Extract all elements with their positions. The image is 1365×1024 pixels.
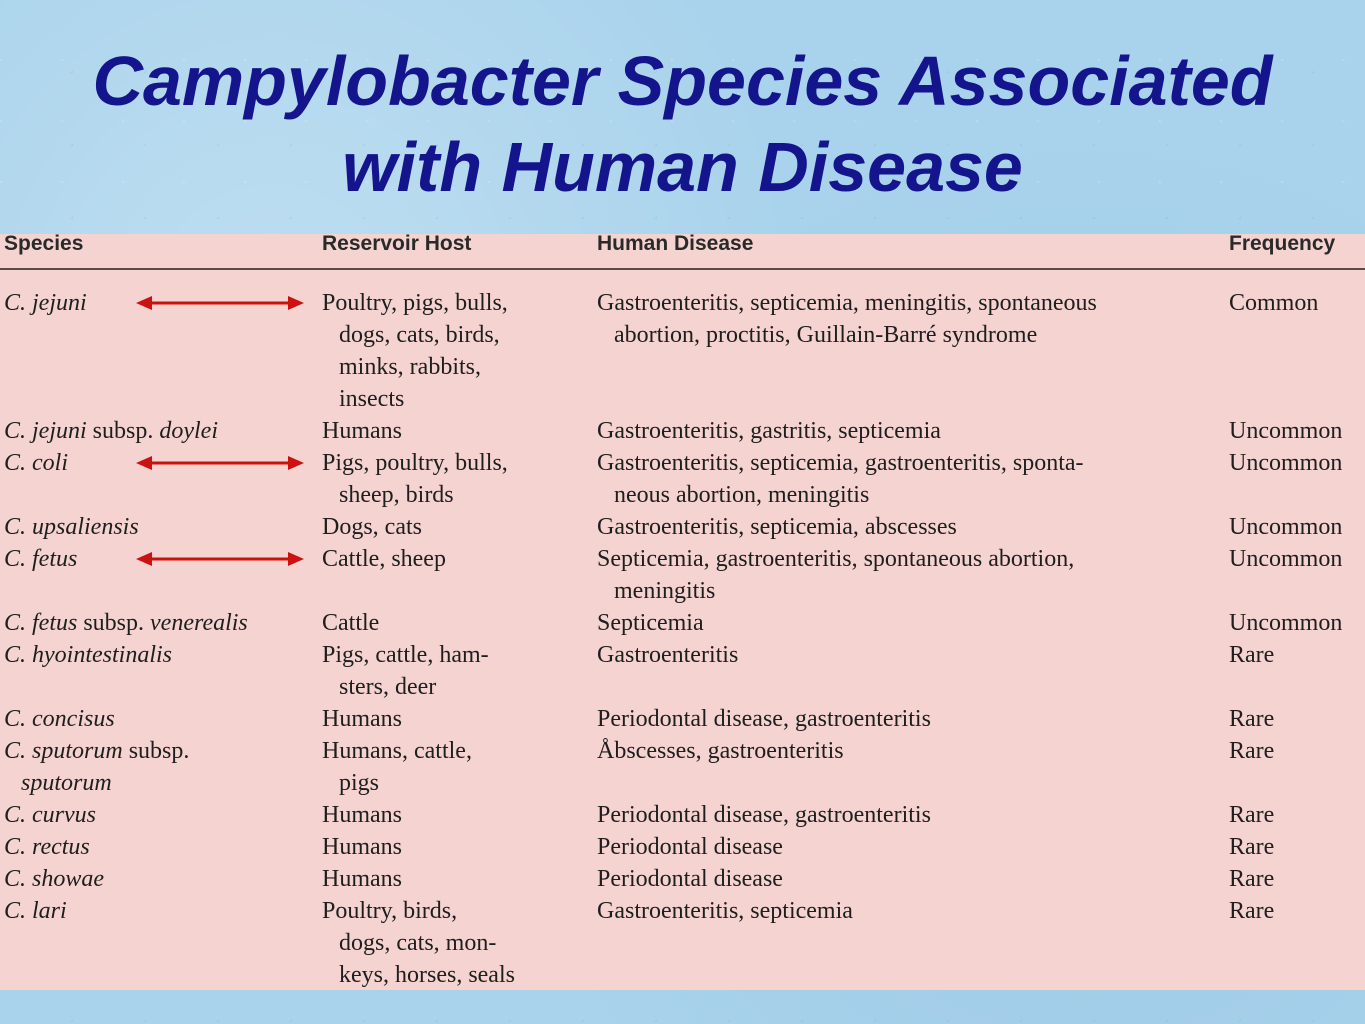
frequency-cell: Rare — [1229, 866, 1275, 892]
species-name: C. showae — [4, 866, 105, 892]
host-line: pigs — [339, 770, 380, 796]
header-species: Species — [4, 232, 84, 255]
human-disease-cell — [597, 863, 1217, 895]
host-line: keys, horses, seals — [339, 962, 515, 988]
double-arrow-icon — [136, 549, 304, 569]
host-line: Poultry, birds, — [322, 898, 458, 924]
host-line: sters, deer — [339, 674, 437, 700]
frequency-cell: Uncommon — [1229, 610, 1343, 636]
reservoir-host-cell — [322, 863, 582, 895]
species-name: C. coli — [4, 450, 68, 476]
host-line: Humans, cattle, — [322, 738, 472, 764]
header-frequency: Frequency — [1229, 232, 1336, 255]
host-line: Humans — [322, 706, 402, 732]
table-row — [0, 735, 1365, 799]
host-line: Cattle — [322, 610, 380, 636]
species-cell — [4, 703, 304, 735]
disease-line: Gastroenteritis, gastritis, septicemia — [597, 418, 941, 444]
frequency-cell: Uncommon — [1229, 450, 1343, 476]
species-name: C. rectus — [4, 834, 90, 860]
disease-line: meningitis — [614, 578, 716, 604]
human-disease-cell — [597, 703, 1217, 735]
disease-line: neous abortion, meningitis — [614, 482, 870, 508]
host-line: Humans — [322, 834, 402, 860]
disease-line: Gastroenteritis, septicemia, abscesses — [597, 514, 957, 540]
species-name: C. sputorum — [4, 738, 123, 764]
host-line: Humans — [322, 866, 402, 892]
host-line: Humans — [322, 802, 402, 828]
species-cell — [4, 799, 304, 831]
table-row — [0, 831, 1365, 863]
table-row — [0, 895, 1365, 991]
table-row — [0, 543, 1365, 607]
reservoir-host-cell — [322, 639, 582, 703]
host-line: insects — [339, 386, 405, 412]
species-name: C. lari — [4, 898, 67, 924]
disease-line: Periodontal disease — [597, 834, 783, 860]
disease-line: Septicemia — [597, 610, 704, 636]
species-qualifier: subsp. — [77, 610, 151, 636]
host-line: dogs, cats, birds, — [339, 322, 500, 348]
disease-line: Periodontal disease, gastroenteritis — [597, 802, 931, 828]
species-qualifier: subsp. — [122, 738, 190, 764]
species-cell — [4, 735, 304, 799]
frequency-cell: Rare — [1229, 898, 1275, 924]
title-line-1: Campylobacter Species Associated — [92, 42, 1273, 120]
frequency-cell: Rare — [1229, 802, 1275, 828]
human-disease-cell — [597, 831, 1217, 863]
disease-line: Åbscesses, gastroenteritis — [597, 738, 844, 764]
disease-line: Gastroenteritis, septicemia, meningitis, spontaneous — [597, 290, 1097, 316]
species-cell — [4, 415, 304, 447]
frequency-cell: Uncommon — [1229, 418, 1343, 444]
reservoir-host-cell — [322, 415, 582, 447]
table-row — [0, 511, 1365, 543]
host-line: dogs, cats, mon- — [339, 930, 497, 956]
human-disease-cell — [597, 639, 1217, 671]
species-name: C. upsaliensis — [4, 514, 139, 540]
species-name: C. hyointestinalis — [4, 642, 172, 668]
species-cell — [4, 895, 304, 927]
species-cell — [4, 607, 304, 639]
double-arrow-icon — [136, 453, 304, 473]
reservoir-host-cell — [322, 447, 582, 511]
species-cell — [4, 831, 304, 863]
disease-line: Gastroenteritis, septicemia, gastroenteritis, sponta- — [597, 450, 1084, 476]
reservoir-host-cell — [322, 703, 582, 735]
species-cell — [4, 511, 304, 543]
reservoir-host-cell — [322, 799, 582, 831]
reservoir-host-cell — [322, 735, 582, 799]
host-line: Humans — [322, 418, 402, 444]
species-name: C. fetus — [4, 610, 78, 636]
species-cell — [4, 863, 304, 895]
slide-title — [0, 38, 1365, 210]
disease-line: Gastroenteritis — [597, 642, 739, 668]
host-line: sheep, birds — [339, 482, 454, 508]
human-disease-cell — [597, 287, 1217, 351]
species-name: C. concisus — [4, 706, 115, 732]
table-row — [0, 799, 1365, 831]
subspecies-name: sputorum — [21, 770, 112, 796]
disease-line: Septicemia, gastroenteritis, spontaneous abortion, — [597, 546, 1075, 572]
frequency-cell: Uncommon — [1229, 514, 1343, 540]
human-disease-cell — [597, 543, 1217, 607]
table-body — [0, 287, 1365, 991]
host-line: Pigs, poultry, bulls, — [322, 450, 508, 476]
frequency-cell: Rare — [1229, 738, 1275, 764]
header-human-disease: Human Disease — [597, 232, 754, 255]
reservoir-host-cell — [322, 831, 582, 863]
table-row — [0, 703, 1365, 735]
header-reservoir-host: Reservoir Host — [322, 232, 472, 255]
host-line: minks, rabbits, — [339, 354, 481, 380]
reservoir-host-cell — [322, 543, 582, 575]
species-name: C. fetus — [4, 546, 78, 572]
human-disease-cell — [597, 415, 1217, 447]
table-row — [0, 639, 1365, 703]
host-line: Cattle, sheep — [322, 546, 446, 572]
reservoir-host-cell — [322, 511, 582, 543]
human-disease-cell — [597, 511, 1217, 543]
table-row — [0, 415, 1365, 447]
table-row — [0, 607, 1365, 639]
species-qualifier: subsp. — [86, 418, 160, 444]
host-line: Pigs, cattle, ham- — [322, 642, 489, 668]
frequency-cell: Rare — [1229, 834, 1275, 860]
human-disease-cell — [597, 735, 1217, 767]
reservoir-host-cell — [322, 895, 582, 991]
table-row — [0, 447, 1365, 511]
disease-line: Periodontal disease, gastroenteritis — [597, 706, 931, 732]
host-line: Dogs, cats — [322, 514, 422, 540]
host-line: Poultry, pigs, bulls, — [322, 290, 508, 316]
species-name: C. curvus — [4, 802, 96, 828]
title-line-2: with Human Disease — [342, 128, 1023, 206]
frequency-cell: Common — [1229, 290, 1319, 316]
human-disease-cell — [597, 895, 1217, 927]
double-arrow-icon — [136, 293, 304, 313]
species-name: C. jejuni — [4, 290, 87, 316]
human-disease-cell — [597, 447, 1217, 511]
disease-line: Periodontal disease — [597, 866, 783, 892]
species-name: C. jejuni — [4, 418, 87, 444]
frequency-cell: Rare — [1229, 642, 1275, 668]
frequency-cell: Uncommon — [1229, 546, 1343, 572]
reservoir-host-cell — [322, 607, 582, 639]
human-disease-cell — [597, 607, 1217, 639]
subspecies-name: doylei — [159, 418, 218, 444]
disease-line: abortion, proctitis, Guillain-Barré syndrome — [614, 322, 1038, 348]
table-row — [0, 287, 1365, 415]
disease-line: Gastroenteritis, septicemia — [597, 898, 853, 924]
table-row — [0, 863, 1365, 895]
species-cell — [4, 639, 304, 671]
frequency-cell: Rare — [1229, 706, 1275, 732]
human-disease-cell — [597, 799, 1217, 831]
header-divider — [0, 268, 1365, 270]
reservoir-host-cell — [322, 287, 582, 415]
subspecies-name: venerealis — [150, 610, 248, 636]
